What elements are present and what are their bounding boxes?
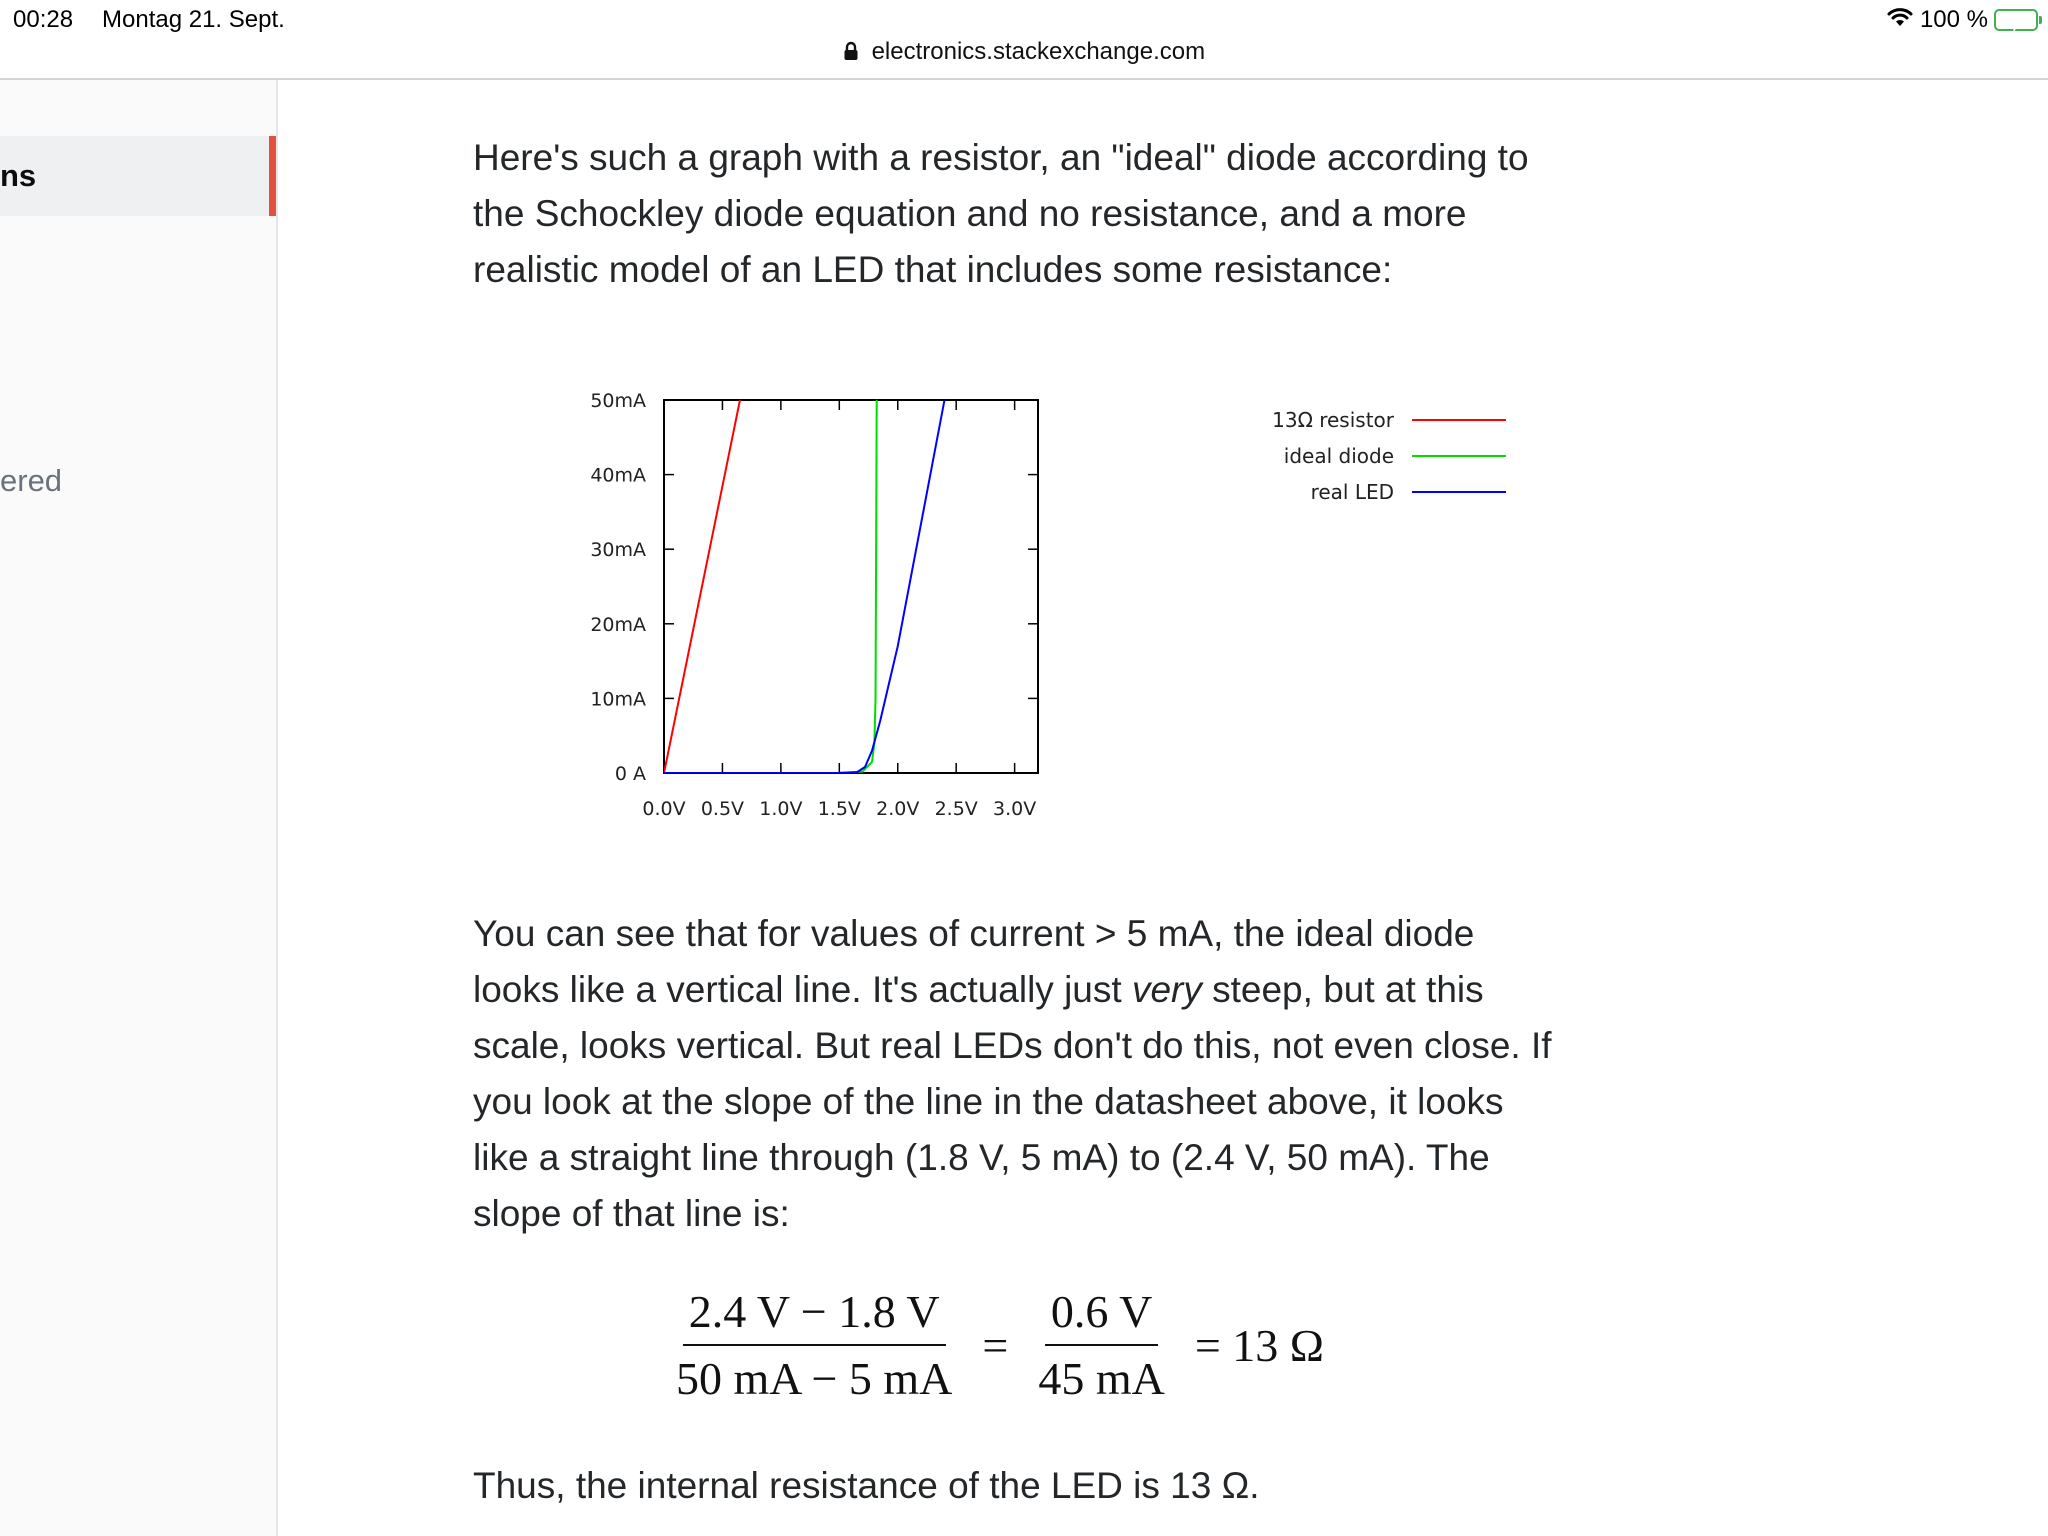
address-bar[interactable]	[0, 38, 2048, 68]
plot-frame	[664, 400, 1038, 773]
y-tick-label: 50mA	[590, 390, 646, 412]
url-text: electronics.stackexchange.com	[871, 38, 1206, 65]
y-tick-label: 30mA	[590, 539, 646, 562]
emphasis-text: very	[1131, 969, 1202, 1010]
legend-label: real LED	[1310, 480, 1394, 504]
paragraph-conclusion: Thus, the internal resistance of the LED is 13 Ω.	[473, 1465, 1260, 1506]
paragraph-explanation	[473, 906, 1553, 1242]
x-tick-label: 0.0V	[642, 798, 686, 820]
wifi-icon	[1886, 6, 1914, 35]
battery-percentage: 100 %	[1919, 6, 1988, 33]
sidebar-item-unanswered[interactable]	[0, 454, 276, 508]
formula-fraction-2	[1032, 1285, 1171, 1405]
legend-label: 13Ω resistor	[1272, 408, 1394, 432]
formula-result: = 13 Ω	[1194, 1319, 1324, 1371]
browser-top-bar	[0, 0, 2048, 80]
status-indicators	[1886, 4, 2038, 36]
formula-denominator-1: 50 mA − 5 mA	[676, 1353, 953, 1404]
series-line-3	[664, 400, 945, 773]
formula-numerator-1: 2.4 V − 1.8 V	[683, 1285, 946, 1346]
formula-equals: =	[982, 1319, 1009, 1371]
x-tick-label: 1.0V	[759, 798, 803, 820]
x-tick-label: 3.0V	[993, 798, 1037, 820]
formula-fraction-1	[670, 1285, 958, 1405]
iv-curve-chart	[560, 370, 1560, 830]
x-tick-label: 1.5V	[817, 798, 861, 820]
sidebar-item-questions[interactable]	[0, 136, 276, 216]
paragraph-text: steep, but at this scale, looks vertical. But real LEDs don't do this, not even close. If you look at the slope of the line in the datasheet above, it looks like a straight line through (1.8 V, 5 mA) to (2.4 V, 50 mA). The slope of that line is:	[473, 969, 1552, 1234]
series-line-2	[664, 400, 877, 773]
y-tick-label: 20mA	[590, 613, 646, 636]
slope-formula	[670, 1280, 1332, 1410]
chart-svg	[560, 370, 1560, 830]
sidebar-item-label: ns	[0, 158, 37, 193]
paragraph-intro: Here's such a graph with a resistor, an "ideal" diode according to the Schockley diode equation and no resistance, and a more realistic model of an LED that includes some resistance:	[473, 137, 1529, 290]
status-time: 00:28	[13, 6, 74, 33]
sidebar-item-label: ered	[0, 463, 63, 498]
y-tick-label: 0 A	[614, 763, 646, 785]
x-tick-label: 2.0V	[876, 798, 920, 820]
formula-denominator-2: 45 mA	[1038, 1353, 1165, 1404]
left-sidebar	[0, 80, 278, 1536]
series-line-1	[664, 400, 740, 773]
paragraph-text: You can see that for values of current > 5 mA, the ideal diode looks like a vertical line. It's actually just	[473, 913, 1475, 1010]
status-date: Montag 21. Sept.	[102, 6, 285, 33]
y-tick-label: 40mA	[590, 464, 646, 487]
x-tick-label: 0.5V	[700, 798, 745, 820]
lock-icon	[843, 40, 859, 68]
legend-label: ideal diode	[1283, 444, 1394, 468]
formula-numerator-2: 0.6 V	[1045, 1285, 1158, 1346]
x-tick-label: 2.5V	[934, 798, 978, 820]
y-tick-label: 10mA	[590, 688, 646, 711]
battery-icon	[1994, 9, 2038, 31]
